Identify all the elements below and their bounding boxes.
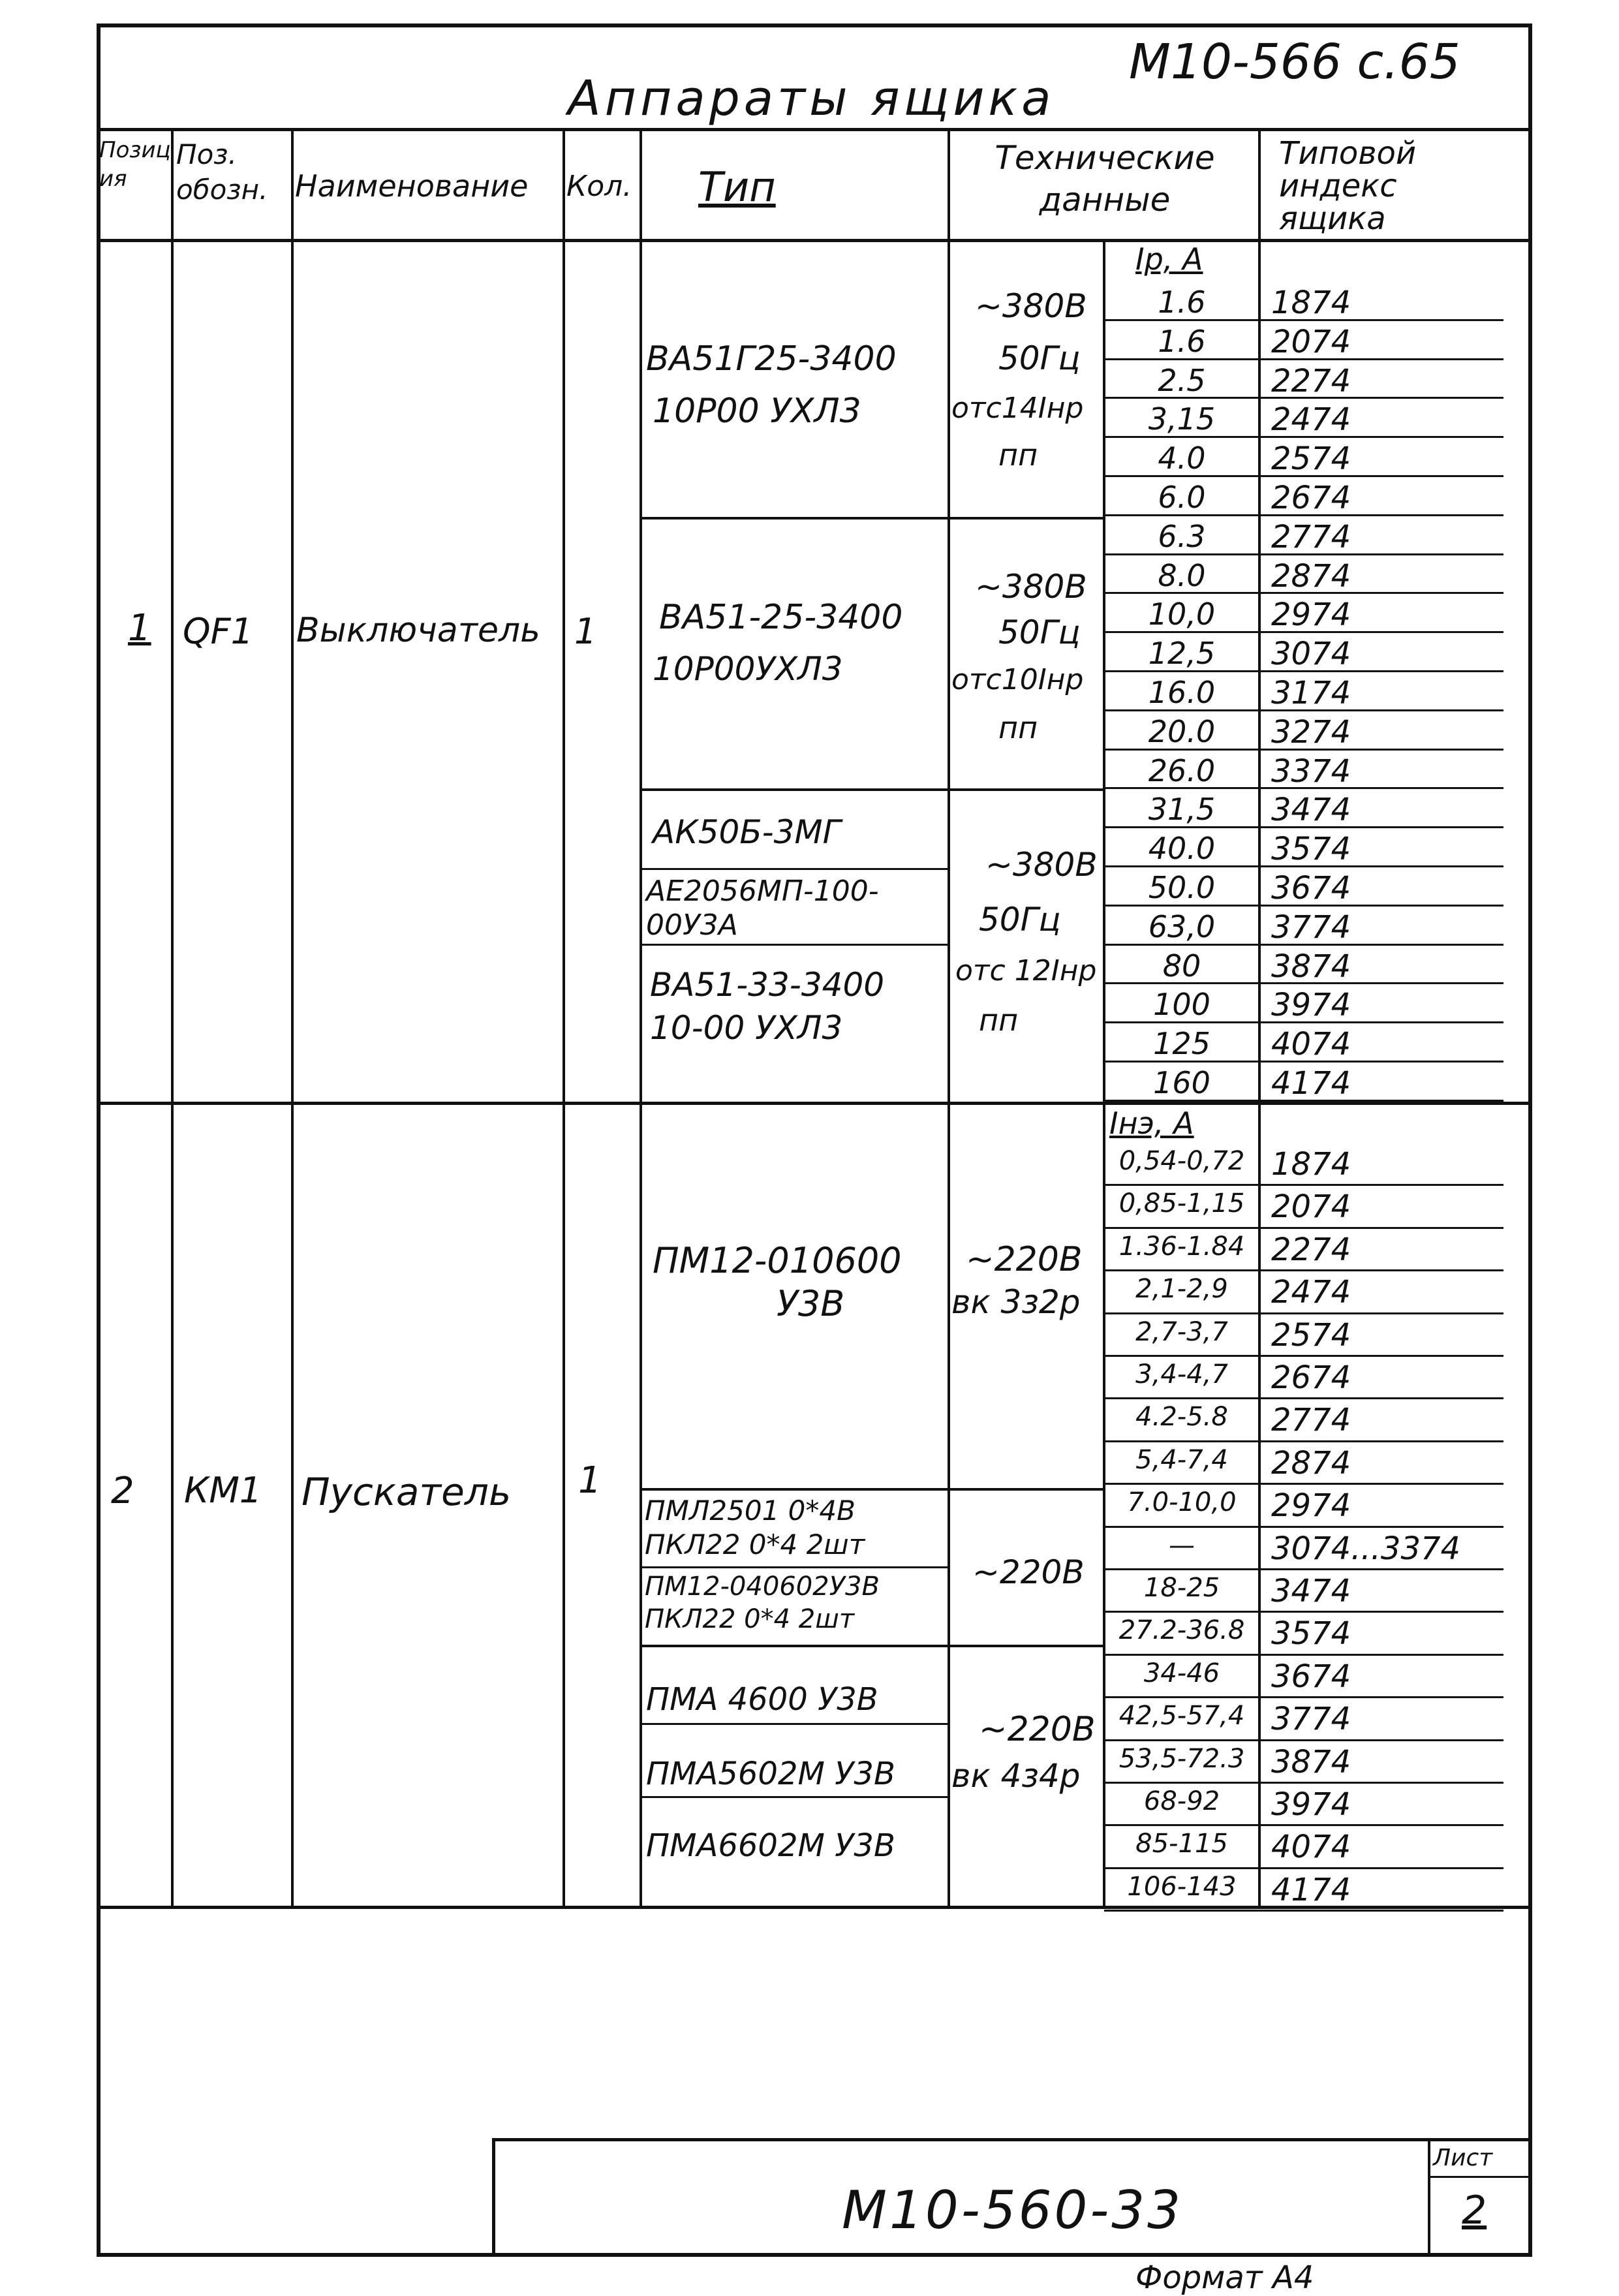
type-group-sep-1 <box>642 517 1104 520</box>
row-divider <box>1104 1611 1503 1613</box>
row-divider <box>1104 1696 1503 1698</box>
col-line-4 <box>640 128 642 1907</box>
current-value: 2,7-3,7 <box>1135 1316 1228 1347</box>
row-divider <box>1104 1184 1503 1186</box>
current-value: 50.0 <box>1148 870 1216 905</box>
type-line: 10Р00УХЛ3 <box>653 650 843 688</box>
page-title: Аппараты ящика <box>568 70 1055 127</box>
type-index-value: 2474 <box>1271 401 1351 439</box>
type-line: 10-00 УХЛ3 <box>650 1009 843 1047</box>
doc-reference: М10-566 с.65 <box>1129 34 1460 90</box>
col-header-name: Наименование <box>295 168 529 204</box>
tech-line: ~220В <box>979 1710 1096 1749</box>
current-value: 18-25 <box>1143 1573 1220 1603</box>
type-index-value: 2874 <box>1271 557 1351 595</box>
tech-line: пп <box>998 437 1038 473</box>
tech-line: ~220В <box>966 1240 1083 1279</box>
row-divider <box>1104 1397 1503 1399</box>
row-divider <box>1104 1568 1503 1570</box>
current-value: 0,54-0,72 <box>1118 1146 1245 1176</box>
item2-position: 2 <box>111 1470 134 1512</box>
col-header-type-index: Типовой индекс ящика <box>1279 135 1417 237</box>
tech-line: пп <box>998 710 1038 745</box>
row-divider <box>1104 1440 1503 1442</box>
type-index-value: 3774 <box>1271 1701 1351 1738</box>
tech-line: вк 4з4р <box>951 1757 1081 1795</box>
stamp-divider <box>1428 2138 1430 2256</box>
type-subsep-4 <box>642 1723 948 1725</box>
format-label: Формат А4 <box>1135 2259 1314 2296</box>
tech-line: пп <box>979 1002 1019 1038</box>
current-value: — <box>1169 1530 1195 1560</box>
col-header-position: Позиция <box>99 137 171 192</box>
current-value: 20.0 <box>1148 713 1216 749</box>
current-value: 3,4-4,7 <box>1135 1359 1228 1389</box>
row-divider <box>1104 1483 1503 1485</box>
current-value: 6.3 <box>1158 518 1206 554</box>
type-index-value: 2874 <box>1271 1444 1351 1482</box>
type-index-value: 1874 <box>1271 285 1351 321</box>
current-value: 53,5-72.3 <box>1118 1743 1245 1774</box>
col-line-3 <box>563 128 565 1907</box>
type-group-sep-3 <box>642 1488 1104 1491</box>
row-divider <box>1104 1824 1503 1826</box>
current-value: 3,15 <box>1148 401 1216 437</box>
stamp-code: М10-560-33 <box>842 2180 1184 2241</box>
type-index-value: 4074 <box>1271 1026 1351 1063</box>
tech-line: ~380В <box>975 568 1087 606</box>
type-index-value: 3474 <box>1271 792 1351 829</box>
type-line: ПКЛ22 0*4 2шт <box>645 1528 865 1560</box>
type-index-value: 4174 <box>1271 1871 1351 1908</box>
stamp-top <box>493 2138 1531 2141</box>
header-bottom-line <box>97 239 1531 242</box>
type-subsep-3 <box>642 1566 948 1568</box>
current-value: 2.5 <box>1158 362 1206 398</box>
type-line: ВА51-25-3400 <box>659 598 903 637</box>
current-value: 100 <box>1153 987 1210 1023</box>
row-divider <box>1104 1526 1503 1528</box>
type-line: ПМ12-040602У3В <box>645 1572 880 1602</box>
tech-line: 50Гц <box>979 901 1061 939</box>
current-value: 160 <box>1153 1065 1210 1100</box>
col-line-1 <box>171 128 174 1907</box>
frame-bottom <box>97 2253 1532 2257</box>
type-index-value: 2974 <box>1271 1487 1351 1525</box>
type-index-value: 2974 <box>1271 597 1351 634</box>
current-value: 34-46 <box>1143 1658 1220 1688</box>
type-index-value: 4074 <box>1271 1829 1351 1866</box>
col-line-5 <box>948 128 950 1907</box>
type-index-value: 2074 <box>1271 1188 1351 1226</box>
frame-top <box>99 23 1532 27</box>
item2-designation: КМ1 <box>184 1470 262 1511</box>
col-header-tech-data: Технические данные <box>995 139 1215 219</box>
type-index-value: 2274 <box>1271 1231 1351 1268</box>
current-value: 27.2-36.8 <box>1118 1615 1245 1646</box>
col-line-6 <box>1103 241 1105 1907</box>
type-index-value: 3674 <box>1271 870 1351 907</box>
type-line: ПМА5602М У3В <box>646 1756 895 1792</box>
type-index-value: 2574 <box>1271 1316 1351 1354</box>
current-value: 6.0 <box>1158 480 1206 515</box>
type-index-value: 3774 <box>1271 908 1351 946</box>
type-index-value: 3874 <box>1271 948 1351 985</box>
tech-line: ~220В <box>972 1553 1085 1591</box>
type-index-value: 2674 <box>1271 1359 1351 1396</box>
item1-designation: QF1 <box>183 611 253 652</box>
row-divider <box>1104 1355 1503 1357</box>
row-divider <box>1104 1782 1503 1784</box>
current-value: 40.0 <box>1148 831 1216 867</box>
current-value: 125 <box>1153 1026 1210 1062</box>
row-divider <box>1104 1910 1503 1912</box>
item1-name: Выключатель <box>296 611 540 650</box>
type-subsep-1 <box>642 868 948 870</box>
col-header-qty: Кол. <box>566 170 632 203</box>
current-value: 31,5 <box>1148 792 1216 828</box>
current-value: 2,1-2,9 <box>1135 1274 1228 1305</box>
row-divider <box>1104 1654 1503 1656</box>
type-index-value: 3274 <box>1271 713 1351 751</box>
type-index-value: 2774 <box>1271 518 1351 555</box>
tech-line: отс 12Iнр <box>955 954 1097 987</box>
stamp-sheet-number: 2 <box>1462 2188 1487 2233</box>
header-top-line <box>97 128 1531 131</box>
type-index-value: 1874 <box>1271 1146 1351 1183</box>
type-index-value: 3674 <box>1271 1658 1351 1695</box>
type-line: 00У3А <box>646 908 738 942</box>
current-value: 4.0 <box>1158 441 1206 476</box>
tech-line: ~380В <box>975 287 1087 325</box>
current-value: 68-92 <box>1143 1786 1220 1816</box>
row-divider <box>1104 1312 1503 1314</box>
item1-current-header: Iр, А <box>1135 241 1203 277</box>
stamp-left <box>492 2138 495 2256</box>
stamp-sheet-label: Лист <box>1433 2145 1493 2171</box>
type-index-value: 3574 <box>1271 1615 1351 1652</box>
col-header-pos-designation: Поз. обозн. <box>176 138 268 206</box>
current-value: 8.0 <box>1158 557 1206 593</box>
current-value: 1.6 <box>1158 323 1206 359</box>
current-value: 63,0 <box>1148 908 1216 944</box>
type-group-sep-2 <box>642 788 1104 791</box>
row-divider <box>1104 1867 1503 1869</box>
type-index-value: 2674 <box>1271 480 1351 516</box>
current-value: 80 <box>1162 948 1201 984</box>
type-index-value: 3874 <box>1271 1743 1351 1780</box>
item2-current-header: Iнэ, А <box>1109 1106 1194 1141</box>
current-value: 7.0-10,0 <box>1127 1487 1237 1518</box>
type-index-value: 2274 <box>1271 362 1351 399</box>
stamp-sheet-divider <box>1430 2176 1530 2178</box>
col-line-2 <box>291 128 294 1907</box>
item-separator-line <box>97 1102 1531 1105</box>
row-divider <box>1104 1739 1503 1741</box>
tech-line: ~380В <box>985 846 1098 884</box>
row-divider <box>1104 1227 1503 1229</box>
type-index-value: 3074...3374 <box>1271 1530 1461 1567</box>
tech-line: отс14Iнр <box>951 392 1084 425</box>
current-value: 26.0 <box>1148 752 1216 788</box>
type-index-value: 3174 <box>1271 675 1351 711</box>
current-value: 1.6 <box>1158 285 1206 320</box>
type-index-value: 3474 <box>1271 1573 1351 1609</box>
current-value: 42,5-57,4 <box>1118 1701 1245 1731</box>
type-line: ПМ12-010600 <box>653 1240 902 1281</box>
type-subsep-5 <box>642 1796 948 1798</box>
type-index-value: 2774 <box>1271 1402 1351 1439</box>
current-value: 1.36-1.84 <box>1118 1231 1245 1262</box>
col-header-type: Тип <box>698 163 776 211</box>
tech-line: 50Гц <box>998 339 1081 377</box>
row-divider <box>1104 1269 1503 1271</box>
tech-line: отс10Iнр <box>951 663 1084 696</box>
current-value: 5,4-7,4 <box>1135 1444 1228 1475</box>
type-index-value: 3974 <box>1271 987 1351 1024</box>
type-index-value: 2574 <box>1271 441 1351 478</box>
type-line: ВА51Г25-3400 <box>646 339 897 379</box>
type-line: ПМА6602М У3В <box>646 1827 895 1864</box>
col-line-7 <box>1258 128 1261 1907</box>
type-line: 10Р00 УХЛ3 <box>653 392 861 431</box>
item1-qty: 1 <box>574 611 597 652</box>
current-value: 0,85-1,15 <box>1118 1188 1245 1219</box>
type-line: У3В <box>777 1283 845 1324</box>
type-line: ПМЛ2501 0*4В <box>645 1495 856 1527</box>
type-index-value: 2074 <box>1271 323 1351 360</box>
current-value: 10,0 <box>1148 597 1216 632</box>
type-index-value: 3974 <box>1271 1786 1351 1823</box>
type-index-value: 4174 <box>1271 1065 1351 1102</box>
type-line: АЕ2056МП-100- <box>646 875 879 908</box>
type-index-value: 3074 <box>1271 636 1351 673</box>
frame-right <box>1528 23 1532 2257</box>
item2-name: Пускатель <box>301 1470 512 1514</box>
tech-line: 50Гц <box>998 613 1081 651</box>
type-line: ВА51-33-3400 <box>650 966 885 1004</box>
type-group-sep-4 <box>642 1645 1104 1647</box>
tech-line: вк 3з2р <box>951 1283 1081 1321</box>
current-value: 16.0 <box>1148 675 1216 710</box>
type-index-value: 3574 <box>1271 831 1351 868</box>
type-subsep-2 <box>642 944 948 946</box>
type-line: ПКЛ22 0*4 2шт <box>645 1604 855 1634</box>
type-line: ПМА 4600 У3В <box>646 1681 878 1718</box>
frame-left <box>97 23 100 2257</box>
current-value: 106-143 <box>1127 1871 1237 1902</box>
item2-qty: 1 <box>578 1459 602 1502</box>
type-index-value: 2474 <box>1271 1274 1351 1311</box>
current-value: 85-115 <box>1135 1829 1228 1859</box>
type-index-value: 3374 <box>1271 752 1351 790</box>
item1-position: 1 <box>128 607 151 649</box>
type-line: АК50Б-3МГ <box>653 813 841 851</box>
current-value: 12,5 <box>1148 636 1216 672</box>
current-value: 4.2-5.8 <box>1135 1402 1228 1433</box>
